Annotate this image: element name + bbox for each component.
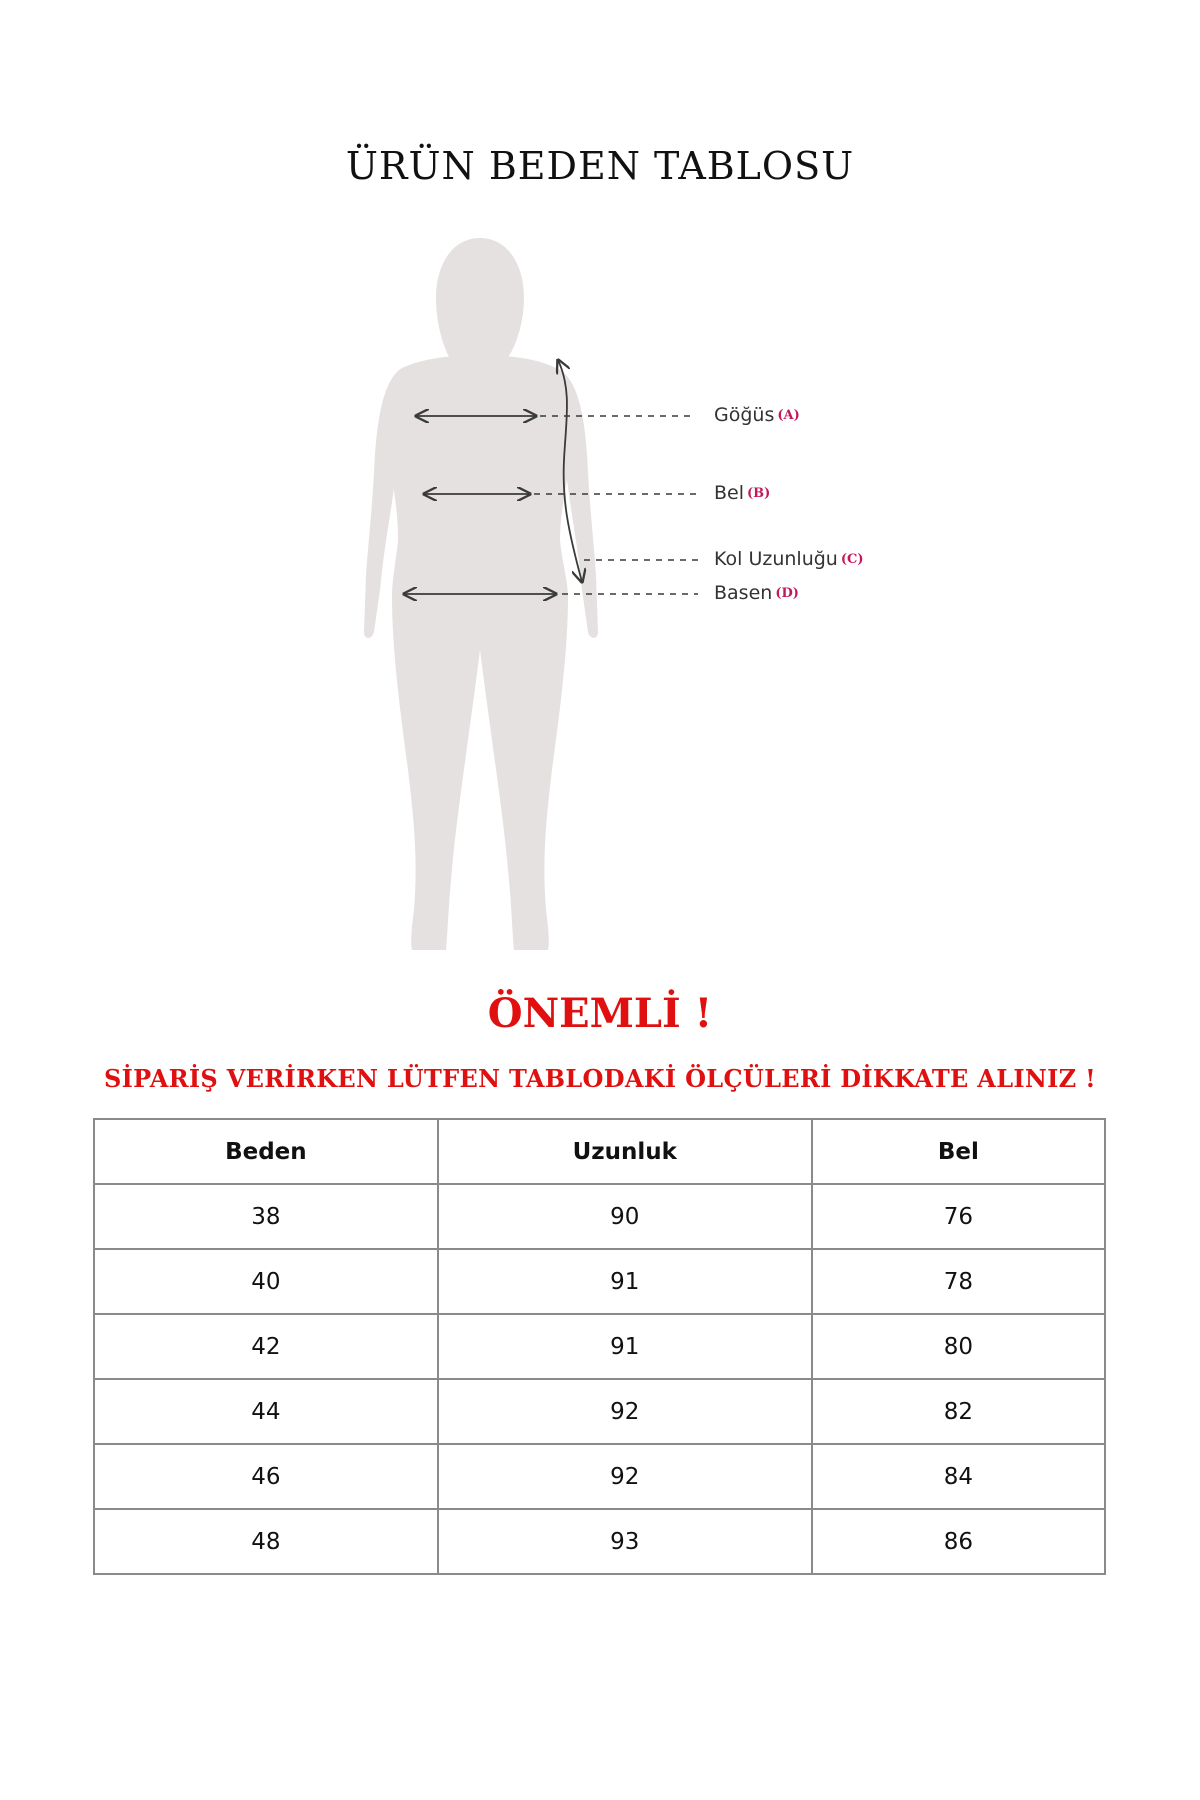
cell-length: 92 — [438, 1444, 812, 1509]
size-table — [93, 1118, 1106, 1575]
column-header-size: Beden — [94, 1119, 438, 1184]
table-row — [94, 1184, 1105, 1249]
cell-size: 44 — [94, 1379, 438, 1444]
page-title: ÜRÜN BEDEN TABLOSU — [345, 144, 855, 188]
cell-waist: 82 — [812, 1379, 1105, 1444]
measurement-label-sleeve — [714, 548, 864, 570]
measurement-label-waist — [714, 482, 770, 504]
cell-waist: 76 — [812, 1184, 1105, 1249]
table-row — [94, 1509, 1105, 1574]
column-header-waist: Bel — [812, 1119, 1105, 1184]
measurement-name: Kol Uzunluğu — [714, 548, 838, 570]
measurement-name: Göğüs — [714, 404, 775, 426]
body-measurement-diagram — [340, 210, 940, 970]
cell-waist: 80 — [812, 1314, 1105, 1379]
table-row — [94, 1444, 1105, 1509]
cell-length: 90 — [438, 1184, 812, 1249]
measurement-name: Basen — [714, 582, 773, 604]
measurement-code: (B) — [747, 486, 771, 501]
measurement-label-chest — [714, 404, 800, 426]
cell-waist: 84 — [812, 1444, 1105, 1509]
column-header-length: Uzunluk — [438, 1119, 812, 1184]
measurement-code: (D) — [775, 586, 799, 601]
measurement-code: (A) — [777, 408, 800, 423]
cell-waist: 78 — [812, 1249, 1105, 1314]
cell-waist: 86 — [812, 1509, 1105, 1574]
cell-length: 91 — [438, 1249, 812, 1314]
table-header-row — [94, 1119, 1105, 1184]
cell-size: 40 — [94, 1249, 438, 1314]
cell-length: 92 — [438, 1379, 812, 1444]
measurement-code: (C) — [840, 552, 864, 567]
body-silhouette-illustration — [340, 210, 940, 970]
cell-length: 93 — [438, 1509, 812, 1574]
table-row — [94, 1249, 1105, 1314]
cell-length: 91 — [438, 1314, 812, 1379]
table-row — [94, 1379, 1105, 1444]
notice-message: SİPARİŞ VERİRKEN LÜTFEN TABLODAKİ ÖLÇÜLERİ DİKKATE ALINIZ ! — [103, 1064, 1096, 1093]
measurement-label-hip — [714, 582, 799, 604]
measurement-name: Bel — [714, 482, 745, 504]
cell-size: 38 — [94, 1184, 438, 1249]
cell-size: 42 — [94, 1314, 438, 1379]
cell-size: 48 — [94, 1509, 438, 1574]
table-row — [94, 1314, 1105, 1379]
cell-size: 46 — [94, 1444, 438, 1509]
notice-title: ÖNEMLİ ! — [487, 990, 713, 1037]
